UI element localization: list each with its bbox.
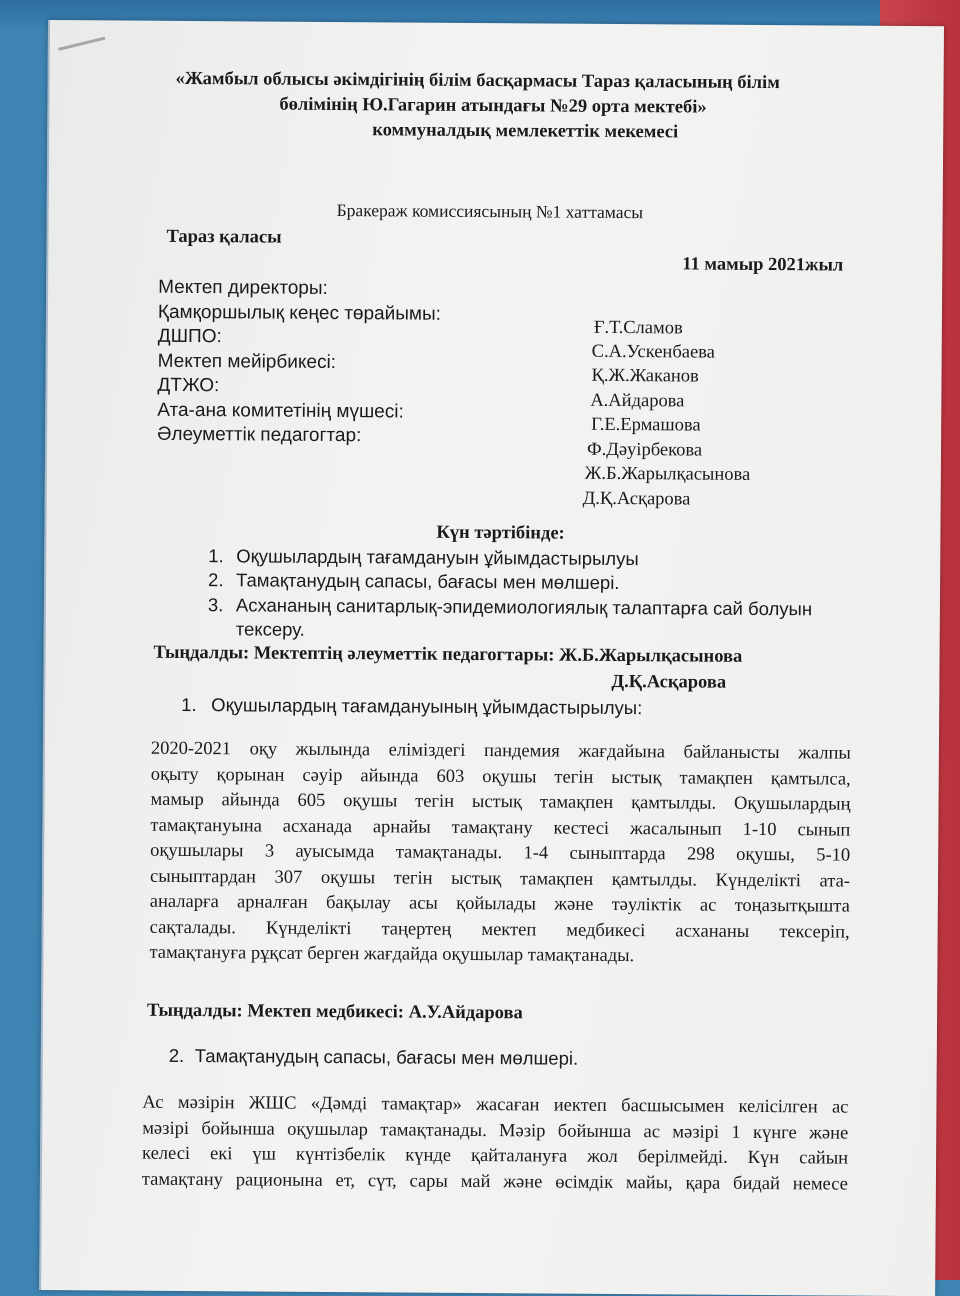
header-line-2: бөлімінің Ю.Гагарин атындағы №29 орта мектебі» — [279, 94, 707, 118]
sheet-protector-edge — [39, 20, 50, 1290]
header-line-3: коммуналдық мемлекеттік мекемесі — [372, 120, 679, 143]
section1-item-num: 1. — [181, 693, 197, 716]
section1-line-1: 2020-2021 оқу жылында еліміздегі пандемия жағдайына байланысты жалпы — [150, 738, 851, 764]
section1-line-2: оқыту қорынан сәуір айында 603 оқушы тегін ыстық тамақпен қамтылса, — [150, 764, 851, 790]
city: Тараз қаласы — [166, 226, 282, 248]
role-5: ДТЖО: — [157, 374, 220, 397]
name-1: Ғ.Т.Сламов — [593, 317, 683, 339]
section2-paragraph — [142, 1091, 849, 1198]
section2-heard: Тыңдалды: Мектеп медбикесі: А.У.Айдарова — [147, 1000, 523, 1024]
section1-line-7: аналарға арналған бақылау асы қойылады және тәуліктік ас тоңазытқышта — [149, 891, 850, 917]
agenda-item-3-cont: тексеру. — [235, 618, 305, 640]
agenda-num-3: 3. — [207, 594, 224, 616]
name-2: С.А.Ускенбаева — [591, 341, 715, 363]
role-2: Қамқоршылық кеңес төрайымы: — [157, 301, 442, 325]
date: 11 мамыр 2021жыл — [682, 254, 844, 276]
name-7: Ж.Б.Жарылқасынова — [584, 463, 751, 485]
role-6: Ата-ана комитетінің мүшесі: — [157, 399, 404, 423]
section2-line-2: мәзірі бойынша оқушылар тамақтанады. Мәзір бойынша ас мәзірі 1 күнге және — [142, 1118, 849, 1144]
section1-item-text: Оқушылардың тағамдануының ұйымдастырылуы: — [211, 694, 643, 719]
section2-line-4: тамақтану рационына ет, сүт, сары май және өсімдік майы, қара бидай немесе — [141, 1169, 848, 1195]
section1-line-9: тамақтануға рұқсат берген жағдайда оқушылар тамақтанады. — [149, 942, 635, 967]
document-sheet — [39, 20, 944, 1296]
section2-item-text: Тамақтанудың сапасы, бағасы мен мөлшері. — [194, 1045, 579, 1069]
section1-line-5: оқушылары 3 ауысымда тамақтанады. 1-4 сыныптарда 298 оқушы, 5-10 — [150, 840, 851, 866]
section1-line-4: тамақтануына асханада арнайы тамақтану кестесі жасалынып 1-10 сынып — [150, 815, 851, 841]
agenda-num-1: 1. — [208, 545, 224, 567]
agenda-item-2: Тамақтанудың сапасы, бағасы мен мөлшері. — [236, 569, 620, 594]
name-3: Қ.Ж.Жаканов — [591, 365, 699, 387]
section2-line-1: Ас мәзірін ЖШС «Дәмді тамақтар» жасаған иектеп басшысымен келісілген ас — [142, 1092, 849, 1118]
role-3: ДШПО: — [157, 325, 222, 348]
name-8: Д.Қ.Асқарова — [582, 488, 691, 510]
role-1: Мектеп директоры: — [158, 276, 328, 299]
name-5: Г.Е.Ермашова — [591, 414, 701, 436]
agenda-num-2: 2. — [208, 569, 224, 591]
header-line-1: «Жамбыл облысы әкімдігінің білім басқармасы Тараз қаласының білім — [175, 68, 780, 94]
agenda-heading: Күн тәртібінде: — [436, 522, 565, 544]
section1-heard-2: Д.Қ.Асқарова — [611, 671, 727, 693]
agenda-item-1: Оқушылардың тағамдануын ұйымдастырылуы — [236, 545, 639, 570]
section1-line-8: сақталады. Күнделікті таңертең мектеп медбикесі асхананы тексеріп, — [149, 917, 850, 943]
section2-item-num: 2. — [168, 1044, 185, 1066]
section1-heard: Тыңдалды: Мектептің әлеуметтік педагогтары: Ж.Б.Жарылқасынова — [153, 642, 743, 667]
section1-paragraph — [149, 737, 851, 971]
role-7: Әлеуметтік педагогтар: — [157, 423, 362, 447]
section2-line-3: келесі екі үш күнтізбелік күнде қайталануға жол берілмейді. Күн сайын — [142, 1143, 849, 1169]
agenda-item-3: Асхананың санитарлық-эпидемиологиялық талаптарға сай болуын — [235, 594, 813, 620]
document-title: Бракераж комиссиясының №1 хаттамасы — [336, 200, 644, 223]
section1-line-3: мамыр айында 605 оқушы тегін ыстық тамақпен қамтылды. Оқушылардың — [150, 789, 851, 815]
scratch-mark — [58, 37, 105, 51]
section1-line-6: сыныптардан 307 оқушы тегін ыстық тамақпен қамтылды. Күнделікті ата- — [149, 866, 851, 892]
role-4: Мектеп мейірбикесі: — [157, 350, 337, 374]
name-4: А.Айдарова — [590, 390, 685, 412]
name-6: Ф.Дәуірбекова — [586, 439, 703, 461]
